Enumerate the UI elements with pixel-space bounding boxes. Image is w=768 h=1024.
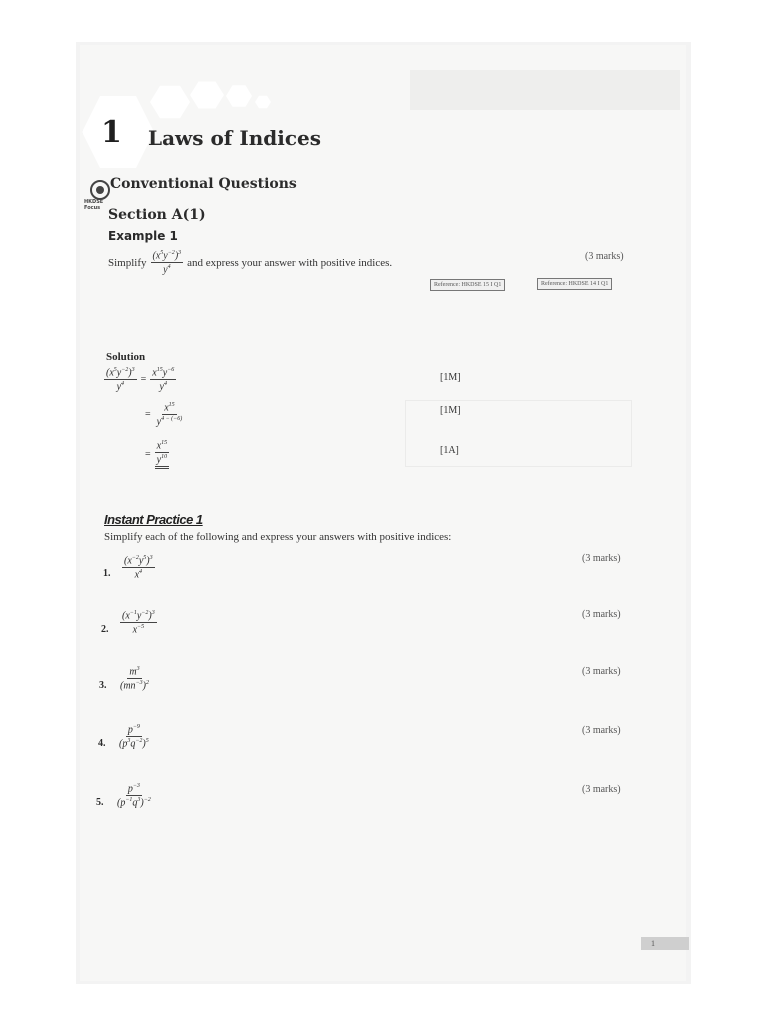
reference-box: Reference: HKDSE 15 I Q1 [430, 279, 505, 291]
solution-step-3: = $\frac{x^{15}}{y^{10}}$ [145, 440, 169, 469]
chapter-title: Laws of Indices [148, 126, 322, 150]
show-through [410, 70, 680, 110]
question-marks: (3 marks) [582, 609, 621, 620]
question-expression: $\frac{(x^{-1}y^{-2})^3}{x^{-5}}$ [122, 610, 155, 636]
instant-practice-instruction: Simplify each of the following and express your answers with positive indices: [104, 531, 452, 543]
target-icon [90, 180, 110, 200]
question-number: 4. [98, 738, 106, 749]
question-marks: (3 marks) [582, 666, 621, 677]
question-number: 2. [101, 624, 109, 635]
solution-title: Solution [106, 351, 146, 363]
mark-tag: [1A] [440, 445, 459, 456]
hkdse-focus-badge: HKDSE Focus [84, 199, 104, 211]
chapter-number: 1 [101, 115, 122, 150]
example-prompt [108, 250, 392, 276]
mark-tag: [1M] [440, 405, 461, 416]
mark-tag: [1M] [440, 372, 461, 383]
question-marks: (3 marks) [582, 725, 621, 736]
conventional-questions-heading: Conventional Questions [110, 176, 297, 192]
question-expression: $\frac{p^{-9}}{(p^3q^{-2})^5}$ [119, 724, 149, 750]
prompt-before: Simplify [108, 256, 147, 269]
question-marks: (3 marks) [582, 553, 621, 564]
question-number: 5. [96, 797, 104, 808]
question-expression: $\frac{m^3}{(mn^{-3})^2}$ [120, 666, 149, 692]
solution-step-2: = $\frac{x^{15}}{y^{4 - (-6)}}$ [145, 402, 183, 428]
question-marks: (3 marks) [582, 784, 621, 795]
question-expression: $\frac{p^{-3}}{(p^{-1}q^3)^{-2}}$ [117, 783, 151, 809]
section-heading: Section A(1) [108, 207, 206, 223]
question-expression: $\frac{(x^{-2}y^5)^3}{x^4}$ [124, 555, 153, 581]
question-number: 3. [99, 680, 107, 691]
reference-box: Reference: HKDSE 14 I Q1 [537, 278, 612, 290]
question-number: 1. [103, 568, 111, 579]
example-marks: (3 marks) [585, 251, 624, 262]
instant-practice-title: Instant Practice 1 [104, 512, 203, 527]
page-number: 1 [641, 937, 689, 950]
solution-step-1: $\frac{(x^5y^{-2})^3}{y^4}$ = $\frac{x^{15}y^{-6}}{y^4}$ [106, 367, 175, 393]
prompt-after: and express your answer with positive indices. [187, 256, 393, 269]
example-title: Example 1 [108, 229, 178, 243]
example-expression: $\frac{(x^5y^{-2})^3}{y^4}$ [152, 250, 182, 276]
